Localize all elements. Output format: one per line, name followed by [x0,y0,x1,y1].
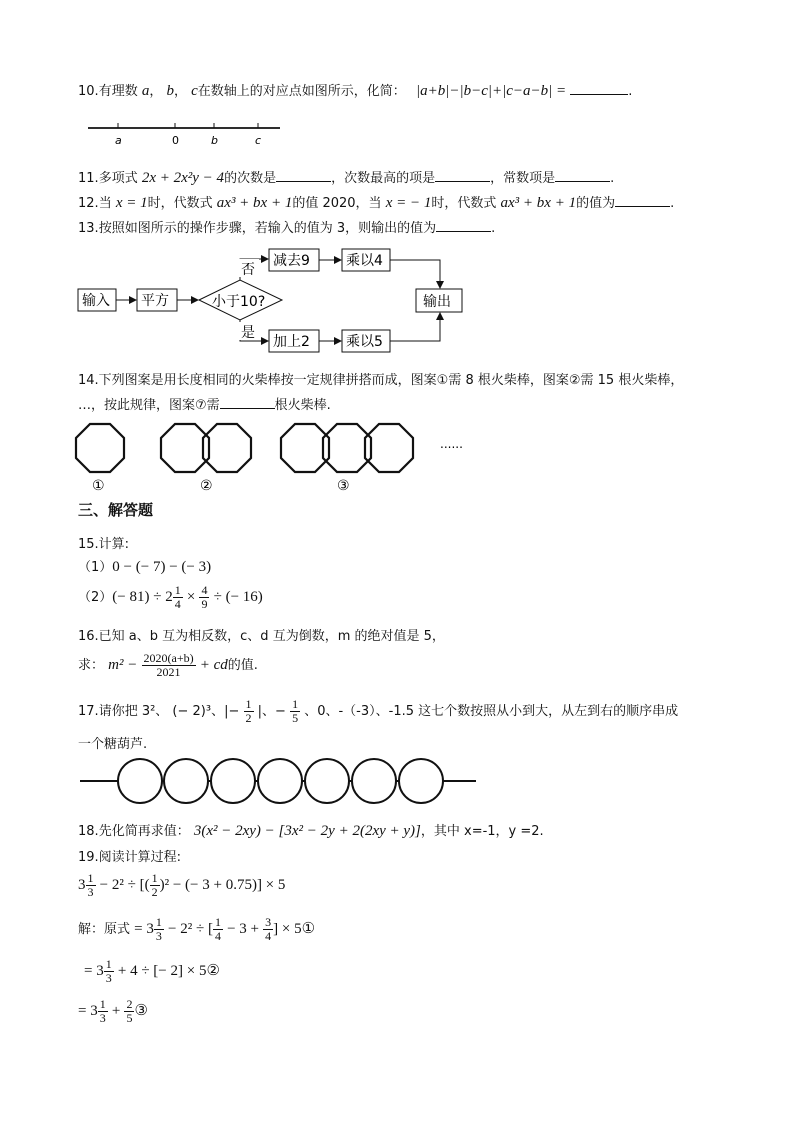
octagon [323,424,371,472]
q18-line: 18.先化简再求值： 3(x² − 2xy) − [3x² − 2y + 2(2xy + y)]，其中 x=-1，y =2. [78,823,544,839]
axis-label-c: c [255,134,262,147]
matchstick-patterns [70,418,470,494]
haw-circle [305,759,349,803]
fraction [150,872,160,899]
denominator: 5 [126,1011,133,1025]
numerator: 1 [151,871,158,885]
pattern-label-2: ② [200,478,213,494]
answer-blank[interactable] [436,219,491,232]
q17-line1: 17.请你把 3²、 (− 2)³、|− $\frac{1}{2}$ |、− $\frac{1}{5}$ 、0、-（-3）、-1.5 这七个数按照从小到大，从左到右的顺序串成 [78,697,679,725]
q19-step2: = 3 $\frac{1}{3}$ + 4 ÷ [− 2] × 5② [84,957,220,985]
denominator: 3 [99,1011,106,1025]
numerator: 1 [292,697,299,711]
answer-blank[interactable] [615,194,670,207]
fraction [244,698,254,725]
denominator: 3 [105,971,112,985]
numerator: 4 [201,583,208,597]
pattern-label-3: ③ [337,478,350,494]
flow-yes-label: 是 [241,325,255,341]
flow-output-label: 输出 [423,294,451,310]
q15-part1: （1）0 − (− 7) − (− 3) [78,559,212,575]
denominator: 4 [265,929,272,943]
haw-circle [118,759,162,803]
flow-times4-label: 乘以4 [346,253,383,269]
axis-label-b: b [211,134,218,147]
flow-input-label: 输入 [82,293,110,309]
fraction [154,916,164,943]
q19-step3: = 3 $\frac{1}{3}$ + $\frac{2}{5}$ ③ [78,997,148,1025]
q14-line1: 14.下列图案是用长度相同的火柴棒按一定规律拼搭而成，图案①需 8 根火柴棒，图案②需 15 根火柴棒， [78,373,684,388]
q11-expr: 2x + 2x²y − 4 [141,170,225,186]
numerator: 1 [155,915,162,929]
q15-title: 15.计算: [78,537,130,552]
flow-minus9-label: 减去9 [273,253,310,269]
numerator: 1 [245,697,252,711]
octagon [203,424,251,472]
flow-plus2-label: 加上2 [273,334,310,350]
octagon [76,424,124,472]
flow-times5-label: 乘以5 [346,334,383,350]
axis-label-a: a [115,134,122,147]
flow-no-label: 否 [241,262,255,278]
q13-line: 13.按照如图所示的操作步骤，若输入的值为 3，则输出的值为 . [78,221,496,236]
number-line [86,118,286,150]
q19-expr: 3 $\frac{1}{3}$ − 2² ÷ [( $\frac{1}{2}$ )² − (− 3 + 0.75)] × 5 [78,871,286,899]
fraction [124,998,134,1025]
haw-circle [211,759,255,803]
q14-line2: …，按此规律，图案⑦需 根火柴棒. [78,398,331,413]
fraction [86,872,96,899]
q10-expr: |a+b|−|b−c|+|c−a−b| = [415,83,567,99]
fraction [142,652,196,679]
haw-circle [399,759,443,803]
denominator: 3 [155,929,162,943]
fraction [213,916,223,943]
answer-blank[interactable] [276,169,331,182]
section-title: 三、解答题 [78,501,154,519]
q11-line: 11.多项式 2x + 2x²y − 4的次数是 ，次数最高的项是 ，常数项是 . [78,170,615,186]
answer-blank[interactable] [555,169,610,182]
flow-decision-label: 小于10? [212,294,266,310]
denominator: 2 [245,711,252,725]
candied-haws-diagram [80,755,480,807]
denominator: 2 [151,885,158,899]
haw-circle [352,759,396,803]
numerator: 1 [214,915,221,929]
numerator: 3 [265,915,272,929]
axis-label-0: 0 [172,134,179,147]
denominator: 4 [174,597,181,611]
denominator: 3 [87,885,94,899]
flowchart [74,244,474,356]
octagon [365,424,413,472]
octagon [161,424,209,472]
answer-blank[interactable] [435,169,490,182]
q16-line1: 16.已知 a、b 互为相反数，c、d 互为倒数，m 的绝对值是 5， [78,629,445,644]
haw-circle [258,759,302,803]
q17-line2: 一个糖葫芦. [78,737,148,752]
fraction [290,698,300,725]
numerator: 1 [105,957,112,971]
answer-blank[interactable] [570,82,628,95]
fraction [104,958,114,985]
flow-square-label: 平方 [141,293,169,309]
pattern-ellipsis: ...... [440,437,463,451]
numerator: 2020(a+b) [143,651,194,665]
q15-part2: （2）(− 81) ÷ 2 $\frac{1}{4}$ × $\frac{4}{9}$ ÷ (− 16) [78,583,263,611]
denominator: 5 [292,711,299,725]
q10-line: 10.有理数 a， b， c在数轴上的对应点如图所示，化简： |a+b|−|b−c|+|c−a−b| = . [78,83,633,99]
numerator: 1 [99,997,106,1011]
numerator: 1 [87,871,94,885]
numerator: 1 [174,583,181,597]
q19-step1: 解：原式 = 3 $\frac{1}{3}$ − 2² ÷ [ $\frac{1}{4}$ − 3 + $\frac{3}{4}$ ] × 5① [78,915,316,943]
q16-line2: 求： m² − $\frac{2020(a+b)}{2021}$ + cd的值. [78,651,258,679]
fraction [263,916,273,943]
fraction [173,584,183,611]
haw-circle [164,759,208,803]
fraction [98,998,108,1025]
fraction [199,584,209,611]
answer-blank[interactable] [220,396,275,409]
denominator: 4 [214,929,221,943]
denominator: 2021 [156,665,181,679]
q12-line: 12.当 x = 1时，代数式 ax³ + bx + 1的值 2020，当 x = − 1时，代数式 ax³ + bx + 1的值为 . [78,195,675,211]
pattern-label-1: ① [92,478,105,494]
numerator: 2 [126,997,133,1011]
denominator: 9 [201,597,208,611]
octagon [281,424,329,472]
q19-title: 19.阅读计算过程: [78,850,182,865]
